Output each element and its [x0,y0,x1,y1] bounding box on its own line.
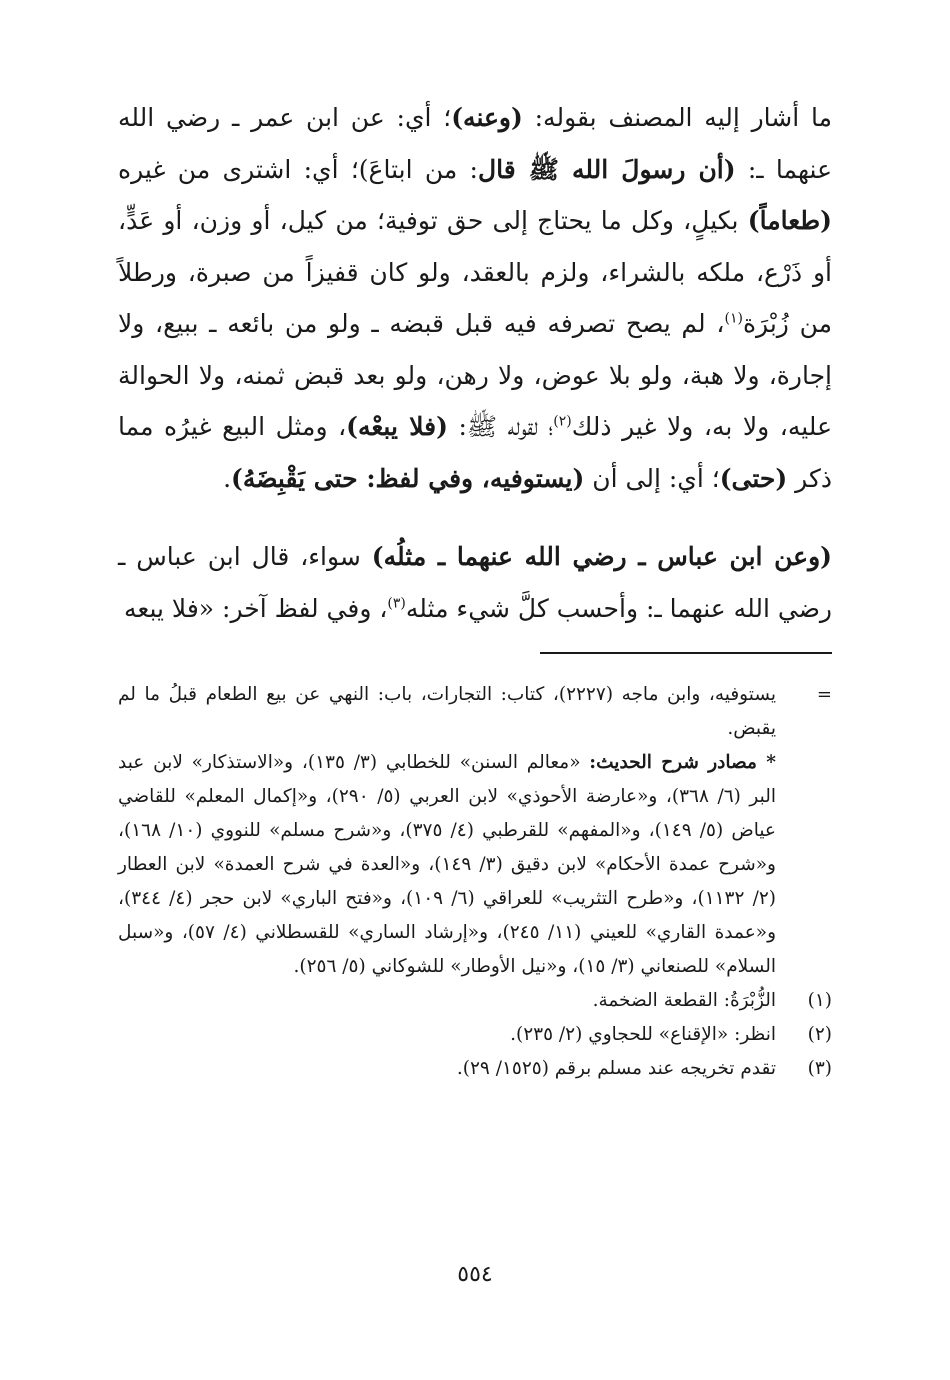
footnote-number: (٣) [807,1058,832,1079]
footnote-number: (٢) [807,1024,832,1045]
text-run: سواء، قال ابن عباس ـ رضي الله عنهما ـ: وأحسب كلَّ شيء مثله [118,542,832,623]
footnote-text: تقدم تخريجه عند مسلم برقم (١٥٢٥/ ٢٩). [456,1058,776,1079]
footnote-ref-1[interactable]: (١) [724,310,743,327]
text-run: ؛ أي: إلى أن [584,463,720,493]
quoted-hadith-text: (أن رسولَ الله ﷺ قال [477,154,736,184]
main-text [118,92,832,634]
quoted-hadith-text: (حتى) [719,463,788,493]
footnote-text: انظر: «الإقناع» للحجاوي (٢/ ٢٣٥). [510,1024,776,1045]
continuation-text: يستوفيه، وابن ماجه (٢٢٢٧)، كتاب: التجارات، باب: النهي عن بيع الطعام قبلُ ما لم يقبض. [118,684,776,739]
text-run: . [223,463,232,493]
text-run: ؛ أي: عن ابن عمر ـ رضي الله عنهما ـ: [118,103,832,184]
text-run: ، ومثل البيع غيرُه مما ذكر [118,412,832,493]
text-run: ما أشار إليه المصنف بقوله: [522,103,832,132]
text-run: ، وفي لفظ آخر: «فلا يبعه [124,593,388,623]
text-run: ، لم يصح تصرفه فيه قبل قبضه ـ ولو من بائعه ـ ببيع، ولا إجارة، ولا هبة، ولو بلا عوض، ولا رهن، ولو بعد قبض ثمنه، ولا الحوالة عليه، ولا به، ولا غير ذلك [118,309,832,441]
quoted-hadith-text: (طعاماً) [747,206,832,235]
text-run: : من ابتاعَ)؛ أي: اشترى من غيره [118,154,478,184]
continuation-mark: = [816,684,832,705]
paragraph-2 [118,531,832,634]
footnote-number: (١) [807,990,832,1011]
quoted-hadith-text: (يستوفيه، وفي لفظ: حتى يَقْبِضَهُ) [231,463,585,493]
page-number: ٥٥٤ [457,1262,493,1287]
paragraph-1 [118,92,832,504]
footnote-separator [540,652,832,654]
quoted-hadith-text: (فلا يبعْه) [346,412,448,441]
footnote-1 [118,984,832,1018]
footnote-3 [118,1052,832,1086]
footnote-ref-2[interactable]: (٢) [553,413,572,430]
sources-label: * مصادر شرح الحديث: [589,752,776,773]
footnote-text: الزُّبْرَةُ: القطعة الضخمة. [592,990,776,1011]
quoted-hadith-text: (وعنه) [451,103,523,132]
commentary-sources [118,746,832,984]
footnotes-section [118,678,832,1086]
text-run: ؛ لقوله ﷺ: [447,412,554,441]
quoted-hadith-text: (وعن ابن عباس ـ رضي الله عنهما ـ مثلُه) [371,542,832,571]
footnote-ref-3[interactable]: (٣) [387,595,406,612]
text-run: بكيلٍ، وكل ما يحتاج إلى حق توفية؛ من كيل، أو وزن، أو عَدٍّ، أو ذَرْع، ملكه بالشراء، ولزم بالعقد، ولو كان قفيزاً من صبرة، ورطلاً من زُبْرَة [118,206,832,338]
footnote-continuation [118,678,832,746]
footnote-2 [118,1018,832,1052]
sources-text: «معالم السنن» للخطابي (٣/ ١٣٥)، و«الاستذكار» لابن عبد البر (٦/ ٣٦٨)، و«عارضة الأحوذي» لابن العربي (٥/ ٢٩٠)، و«إكمال المعلم» للقاضي عياض (٥/ ١٤٩)، و«المفهم» للقرطبي (٤/ ٣٧٥)، و«شرح مسلم» للنووي (١٠/ ١٦٨)، و«شرح عمدة الأحكام» لابن دقيق (٣/ ١٤٩)، و«العدة في شرح العمدة» لابن العطار (٢/ ١١٣٢)، و«طرح التثريب» للعراقي (٦/ ١٠٩)، و«فتح الباري» لابن حجر (٤/ ٣٤٤)، و«عمدة القاري» للعيني (١١/ ٢٤٥)، و«إرشاد الساري» للقسطلاني (٤/ ٥٧)، و«سبل السلام» للصنعاني (٣/ ١٥)، و«نيل الأوطار» للشوكاني (٥/ ٢٥٦). [118,752,776,977]
